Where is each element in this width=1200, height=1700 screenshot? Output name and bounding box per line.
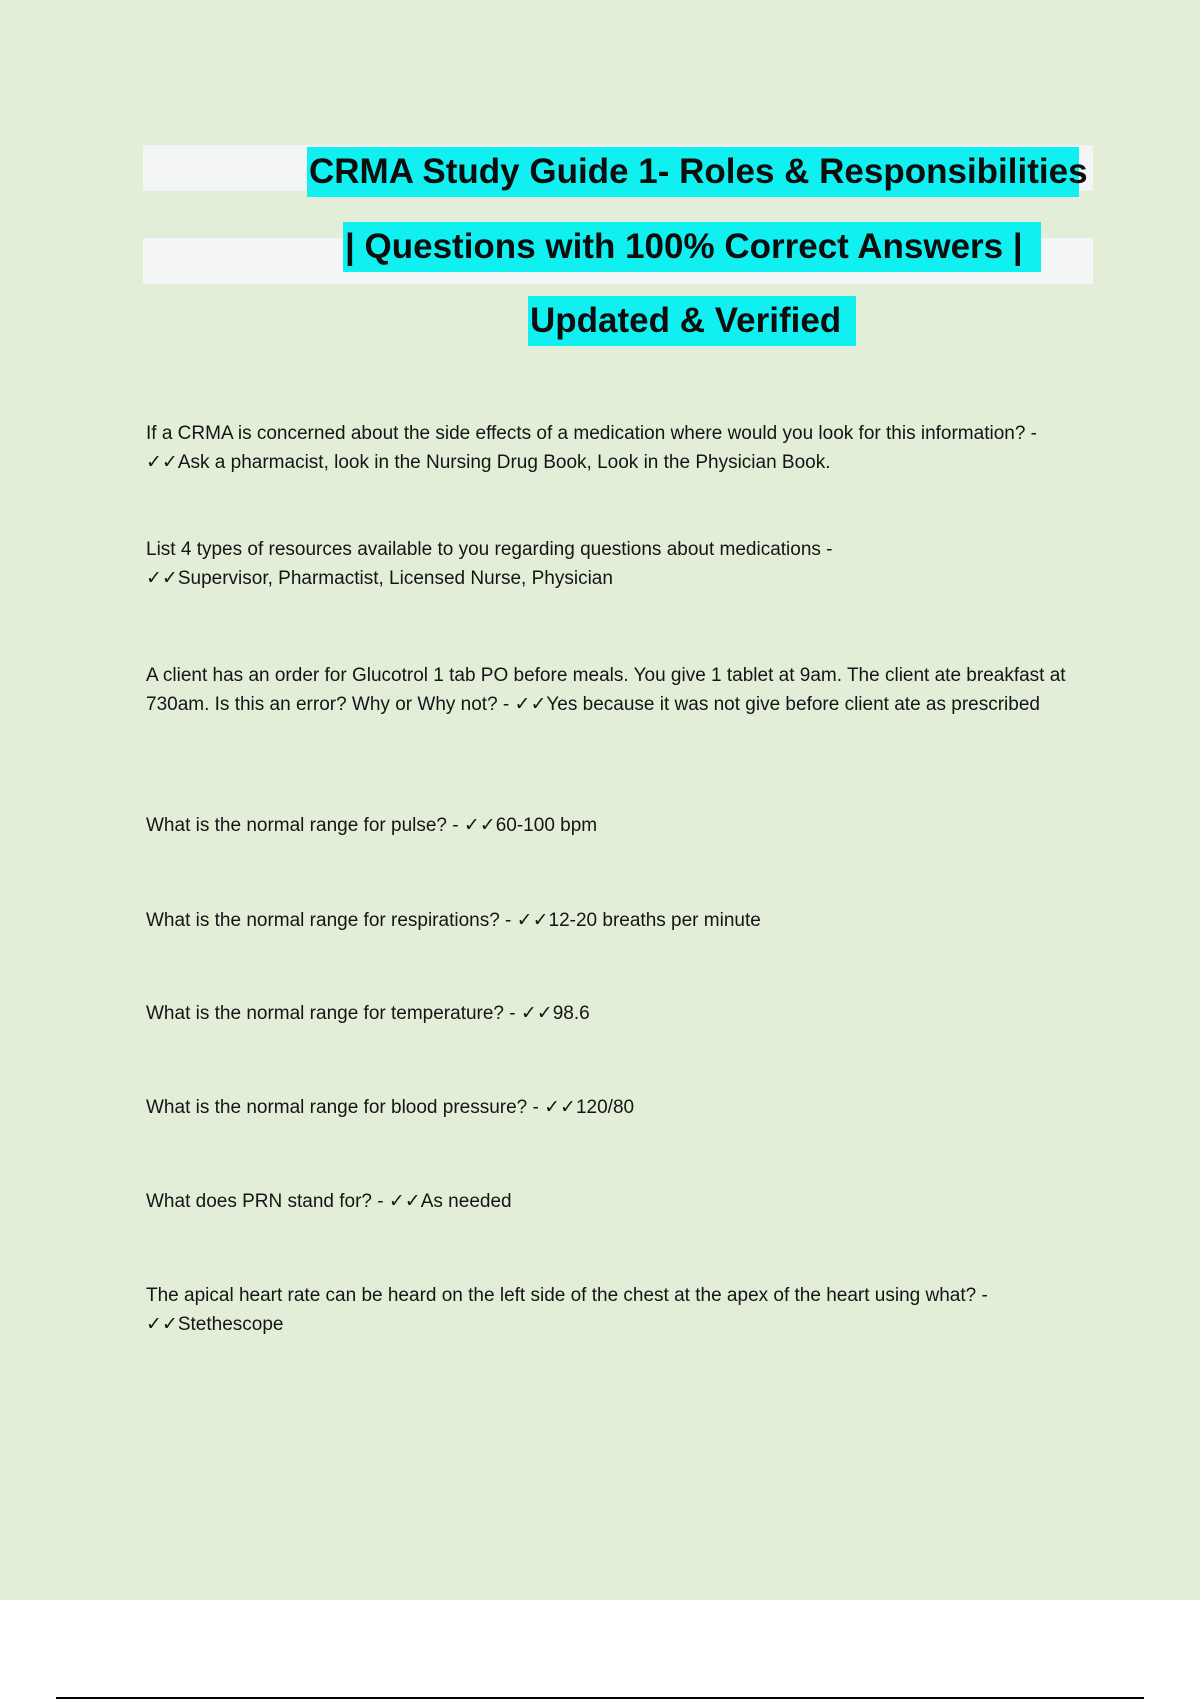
qa-question: What is the normal range for blood pressure? - xyxy=(146,1097,545,1118)
checkmark-icon: ✓✓ xyxy=(146,451,178,473)
qa-item xyxy=(146,420,1066,477)
qa-item xyxy=(146,662,1066,719)
qa-question: A client has an order for Glucotrol 1 tab PO before meals. You give 1 tablet at 9am. The client ate breakfast at 730am. Is this an error? Why or Why not? - xyxy=(146,665,1066,715)
checkmark-icon: ✓✓ xyxy=(516,909,549,931)
qa-item xyxy=(146,811,1066,840)
qa-answer: Supervisor, Pharmactist, Licensed Nurse, Physician xyxy=(177,568,613,589)
checkmark-icon: ✓✓ xyxy=(520,1002,553,1024)
checkmark-icon: ✓✓ xyxy=(463,814,496,836)
footer-divider xyxy=(56,1697,1144,1699)
qa-item xyxy=(146,999,1066,1028)
qa-question: What does PRN stand for? - xyxy=(146,1191,389,1212)
qa-answer: Ask a pharmacist, look in the Nursing Drug Book, Look in the Physician Book. xyxy=(177,452,831,473)
qa-answer: 12-20 breaths per minute xyxy=(548,910,761,931)
qa-item xyxy=(146,536,1066,593)
document-title-line-1: CRMA Study Guide 1- Roles & Responsibilities xyxy=(307,147,1079,197)
qa-answer: As needed xyxy=(420,1191,512,1212)
checkmark-icon: ✓✓ xyxy=(544,1096,576,1118)
qa-answer: 60-100 bpm xyxy=(495,815,598,836)
qa-question: What is the normal range for pulse? - xyxy=(146,815,464,836)
qa-answer: Stethescope xyxy=(177,1314,284,1335)
checkmark-icon: ✓✓ xyxy=(514,693,547,715)
qa-answer: 120/80 xyxy=(575,1097,635,1118)
qa-answer: Yes because it was not give before client ate as prescribed xyxy=(546,694,1040,715)
qa-question: What is the normal range for temperature? - xyxy=(146,1003,521,1024)
qa-question: List 4 types of resources available to you regarding questions about medications - xyxy=(146,539,833,560)
qa-question: What is the normal range for respirations? - xyxy=(146,910,517,931)
qa-item xyxy=(146,1187,1066,1216)
qa-question: If a CRMA is concerned about the side effects of a medication where would you look for this information? - xyxy=(146,423,1038,444)
qa-question: The apical heart rate can be heard on the left side of the chest at the apex of the heart using what? - xyxy=(146,1285,988,1306)
qa-item xyxy=(146,906,1066,935)
checkmark-icon: ✓✓ xyxy=(388,1190,421,1212)
document-title-line-3: Updated & Verified xyxy=(528,296,856,346)
qa-item xyxy=(146,1093,1066,1122)
checkmark-icon: ✓✓ xyxy=(146,1313,178,1335)
qa-item xyxy=(146,1282,1066,1339)
document-title-line-2: | Questions with 100% Correct Answers | xyxy=(343,222,1041,272)
checkmark-icon: ✓✓ xyxy=(146,567,178,589)
qa-answer: 98.6 xyxy=(552,1003,590,1024)
